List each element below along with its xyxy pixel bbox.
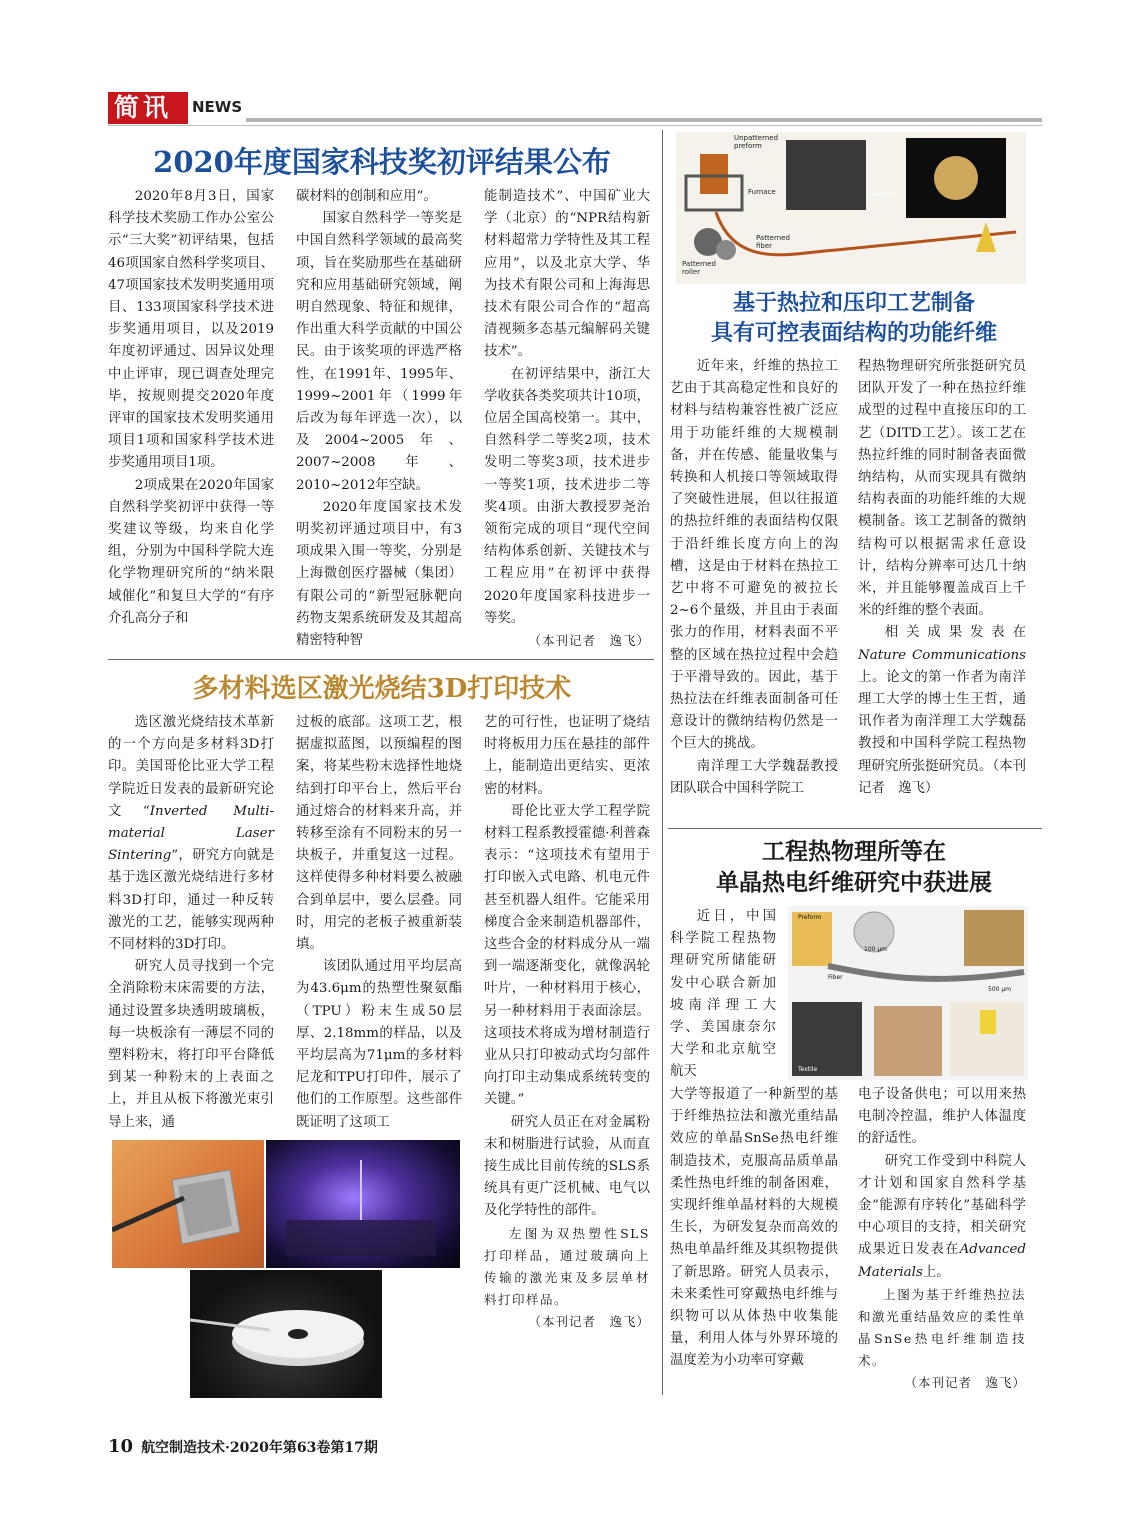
- article4-col2: [858, 1084, 1026, 1394]
- sls-sample-photo: [112, 1140, 264, 1268]
- article1-col1: [108, 186, 274, 630]
- header-rule: [246, 118, 1042, 122]
- laser-glass-photo: [266, 1140, 460, 1268]
- article2-col3-p1: 哥伦比亚大学工程学院材料工程系教授霍德·利普森表示：“这项技术有望用于打印嵌入式电路、机电元件甚至机器人组件。它能采用梯度合金来制造机器部件，这些合金的材料成分从一端到一端逐渐变化，就像涡轮叶片，一种材料用于核心，另一种材料用于表面涂层。这项技术将成为增材制造行业从只打印被动式均匀部件向打印主动集成系统转变的关键。”: [484, 803, 650, 1108]
- page-footer: [108, 1436, 378, 1457]
- article1-byline: （本刊记者 逸飞）: [528, 633, 650, 649]
- article2-col2: [296, 712, 462, 1134]
- label-fiber: Fiber: [828, 974, 843, 981]
- article4-byline: （本刊记者 逸飞）: [904, 1374, 1026, 1390]
- article1-bottom-rule: [108, 659, 654, 660]
- multilayer-sample-photo: [190, 1270, 382, 1398]
- article1-col3-p1: 在初评结果中，浙江大学收获各类奖项共计10项，位居全国高校第一。其中，自然科学二等奖2项，技术发明二等奖3项，技术进步一等奖1项，技术进步二等奖4项。由浙大教授罗尧治领衔完成的项目“现代空间结构体系创新、关键技术与工程应用”在初评中获得2020年度国家科技进步一等奖。: [484, 366, 650, 626]
- article4-title-line2: 单晶热电纤维研究中获进展: [716, 869, 992, 896]
- article2-col3-p0: 艺的可行性，也证明了烧结时将板用力压在悬挂的部件上，能制造出更结实、更浓密的材料。: [484, 715, 650, 797]
- article4-col1-short: [670, 906, 776, 1084]
- article2-col2-p0: 过板的底部。这项工艺，根据虚拟蓝图，以预编程的图案，将某些粉末选择性地烧结到打印平台上，然后平台通过熔合的材料来升高，并转移至涂有不同粉末的另一块板子，并重复这一过程。这样使得多种材料要么被融合到单层中，要么层叠。同时，用完的老板子被重新装填。: [296, 715, 462, 953]
- journal-info: 航空制造技术·2020年第63卷第17期: [141, 1440, 378, 1456]
- label-patterned-roller: Patterned roller: [682, 260, 716, 276]
- article3-col1: [670, 356, 838, 800]
- article1-col3: [484, 186, 650, 652]
- page-number: 10: [108, 1436, 134, 1457]
- article1-col1-p2: 2项成果在2020年国家自然科学奖初评中获得一等奖建议等级，均来自化学组，分别为中国科学院大连化学物理研究所的“纳米限域催化”和复旦大学的“有序介孔高分子和: [108, 477, 274, 626]
- article4-caption: 上图为基于纤维热拉法和激光重结晶效应的柔性单晶SnSe热电纤维制造技术。: [858, 1286, 1027, 1368]
- article1-col2-p0: 碳材料的创制和应用”。: [296, 189, 437, 204]
- label-furnace: Furnace: [748, 188, 776, 196]
- header-thin-rule: [108, 125, 1042, 126]
- article2-col1-p1: 选区激光烧结技术革新的一个方向是多材料3D打印。美国哥伦比亚大学工程学院近日发表的最新研究论文“Inverted Multi-material Laser Sintering”，研究方向就是基于选区激光烧结进行多材料3D打印，通过一种反转激光的工艺，能够实现两种不同材料的3D打印。: [108, 715, 274, 953]
- article4-col2-p0: 电子设备供电；可以用来热电制冷控温，维护人体温度的舒适性。: [858, 1087, 1026, 1147]
- article2-title: 多材料选区激光烧结3D打印技术: [192, 674, 572, 704]
- article3-title: [668, 288, 1040, 348]
- article1-col3-p0: 能制造技术”、中国矿业大学（北京）的“NPR结构新材料超常力学特性及其工程应用”，以及北京大学、华为技术有限公司和上海海思技术有限公司合作的“超高清视频多态基元编解码关键技术”。: [484, 189, 650, 360]
- article1-col2-p2: 2020年度国家技术发明奖初评通过项目中，有3项成果入围一等奖，分别是上海微创医疗器械（集团）有限公司的“新型冠脉靶向药物支架系统研发及其超高精密特种智: [296, 499, 462, 649]
- article4-col1-full: [670, 1084, 838, 1373]
- label-textile: Textile: [798, 1066, 818, 1073]
- article2-byline: （本刊记者 逸飞）: [528, 1313, 650, 1329]
- article2-col3: [484, 712, 650, 1333]
- section-badge: 简讯: [108, 92, 188, 124]
- article4-title-line1: 工程热物理所等在: [762, 838, 946, 865]
- article4-title: [668, 836, 1040, 898]
- section-news-label: NEWS: [192, 98, 243, 116]
- article3-col2-p0: 程热物理研究所张挺研究员团队开发了一种在热拉纤维成型的过程中直接压印的工艺（DITD工艺）。该工艺在热拉纤维的同时制备表面微纳结构，从而实现具有微纳结构表面的功能纤维的大规模制备。该工艺制备的微纳结构可以根据需求任意设计，结构分辨率可达几十纳米，并且能够覆盖成百上千米的纤维的整个表面。: [858, 359, 1026, 619]
- label-unpatterned-preform: Unpatterned preform: [734, 134, 779, 150]
- snse-fiber-figure: [788, 906, 1028, 1080]
- article2-col3-p2: 研究人员正在对金属粉末和树脂进行试验，从而直接生成比目前传统的SLS系统具有更广泛机械、电气以及化学特性的部件。: [484, 1114, 650, 1219]
- article3-col1-p1: 近年来，纤维的热拉工艺由于其高稳定性和良好的材料与结构兼容性被广泛应用于功能纤维的大规模制备，并在传感、能量收集与转换和人机接口等领域取得了突破性进展，但以往报道的热拉纤维的表面结构仅限于沿纤维长度方向上的沟槽，这是由于材料在热拉工艺中将不可避免的被拉长2~6个量级，并且由于表面张力的作用，材料表面不平整的区域在热拉过程中会趋于平滑导致的。因此，基于热拉法在纤维表面制备可任意设计的微纳结构仍然是一个巨大的挑战。: [670, 359, 838, 752]
- article3-title-line2: 具有可控表面结构的功能纤维: [710, 320, 997, 346]
- label-patterned-fiber: Patterned fiber: [756, 234, 790, 250]
- label-scale2: 500 μm: [988, 986, 1012, 993]
- article1-title: 2020年度国家科技奖初评结果公布: [153, 145, 611, 179]
- label-scale1: 100 μm: [864, 946, 888, 953]
- article2-col1: [108, 712, 274, 1134]
- article4-col2-p1: 研究工作受到中科院人才计划和国家自然科学基金“能源有序转化”基础科学中心项目的支持，相关研究成果近日发表在Advanced Materials上。: [858, 1153, 1026, 1280]
- article3-col1-p2: 南洋理工大学魏磊教授团队联合中国科学院工: [670, 758, 838, 796]
- article4-col1-p1-full: 大学等报道了一种新型的基于纤维热拉法和激光重结晶效应的单晶SnSe热电纤维制造技术，克服高品质单晶柔性热电纤维的制备困难，实现纤维单晶材料的大规模生长，为研发复杂而高效的热电单晶纤维及其织物提供了新思路。研究人员表示，未来柔性可穿戴热电纤维与织物可以从体热中收集能量，利用人体与外界环境的温度差为小功率可穿戴: [670, 1087, 838, 1369]
- label-preform: Preform: [798, 914, 822, 921]
- article3-col2: [858, 356, 1026, 800]
- article1-col1-p1: 2020年8月3日，国家科学技术奖励工作办公室公示“三大奖”初评结果，包括46项国家自然科学奖项目、47项国家技术发明奖通用项目、133项国家科学技术进步奖通用项目，以及2019年度初评通过、因异议处理中止评审，现已调查处理完毕，按规则提交2020年度评审的国家技术发明奖通用项目1项和国家科学技术进步奖通用项目1项。: [108, 189, 274, 471]
- article2-col1-p2: 研究人员寻找到一个完全消除粉末床需要的方法，通过设置多块透明玻璃板，每一块板涂有一薄层不同的塑料粉末，将打印平台降低到某一种粉末的上表面之上，并且从板下将激光束引导上来，通: [108, 959, 274, 1130]
- article3-title-line1: 基于热拉和压印工艺制备: [732, 290, 975, 316]
- article1-col2: [296, 186, 462, 652]
- article3-col2-p1: 相关成果发表在Nature Communications上。论文的第一作者为南洋理工大学的博士生王哲，通讯作者为南洋理工大学魏磊教授和中国科学院工程热物理研究所张挺研究员。（本刊记者 逸飞）: [858, 625, 1026, 796]
- ditd-process-figure: [676, 132, 1026, 284]
- article1-col2-p1: 国家自然科学一等奖是中国自然科学领域的最高奖项，旨在奖励那些在基础研究和应用基础研究领域，阐明自然现象、特征和规律，作出重大科学贡献的中国公民。由于该奖项的评选严格性，在1991年、1995年、1999~2001年（1999年后改为每年评选一次），以及2004~2005年、2007~2008年、2010~2012年空缺。: [296, 211, 462, 493]
- article3-bottom-rule: [668, 828, 1042, 829]
- article4-col1-p1-short: 近日，中国科学院工程热物理研究所储能研发中心联合新加坡南洋理工大学、美国康奈尔大学和北京航空航天: [670, 909, 776, 1080]
- article2-col2-p1: 该团队通过用平均层高为43.6μm的热塑性聚氨酯（TPU）粉末生成50层厚、2.18mm的样品，以及平均层高为71μm的多材料尼龙和TPU打印件，展示了他们的工作原型。这些部件既证明了这项工: [296, 959, 462, 1130]
- column-separator: [662, 130, 663, 1395]
- label-scale: 50 μm: [872, 190, 895, 198]
- article2-caption: 左图为双热塑性SLS打印样品，通过玻璃向上传输的激光束及多层单材料打印样品。: [484, 1225, 650, 1307]
